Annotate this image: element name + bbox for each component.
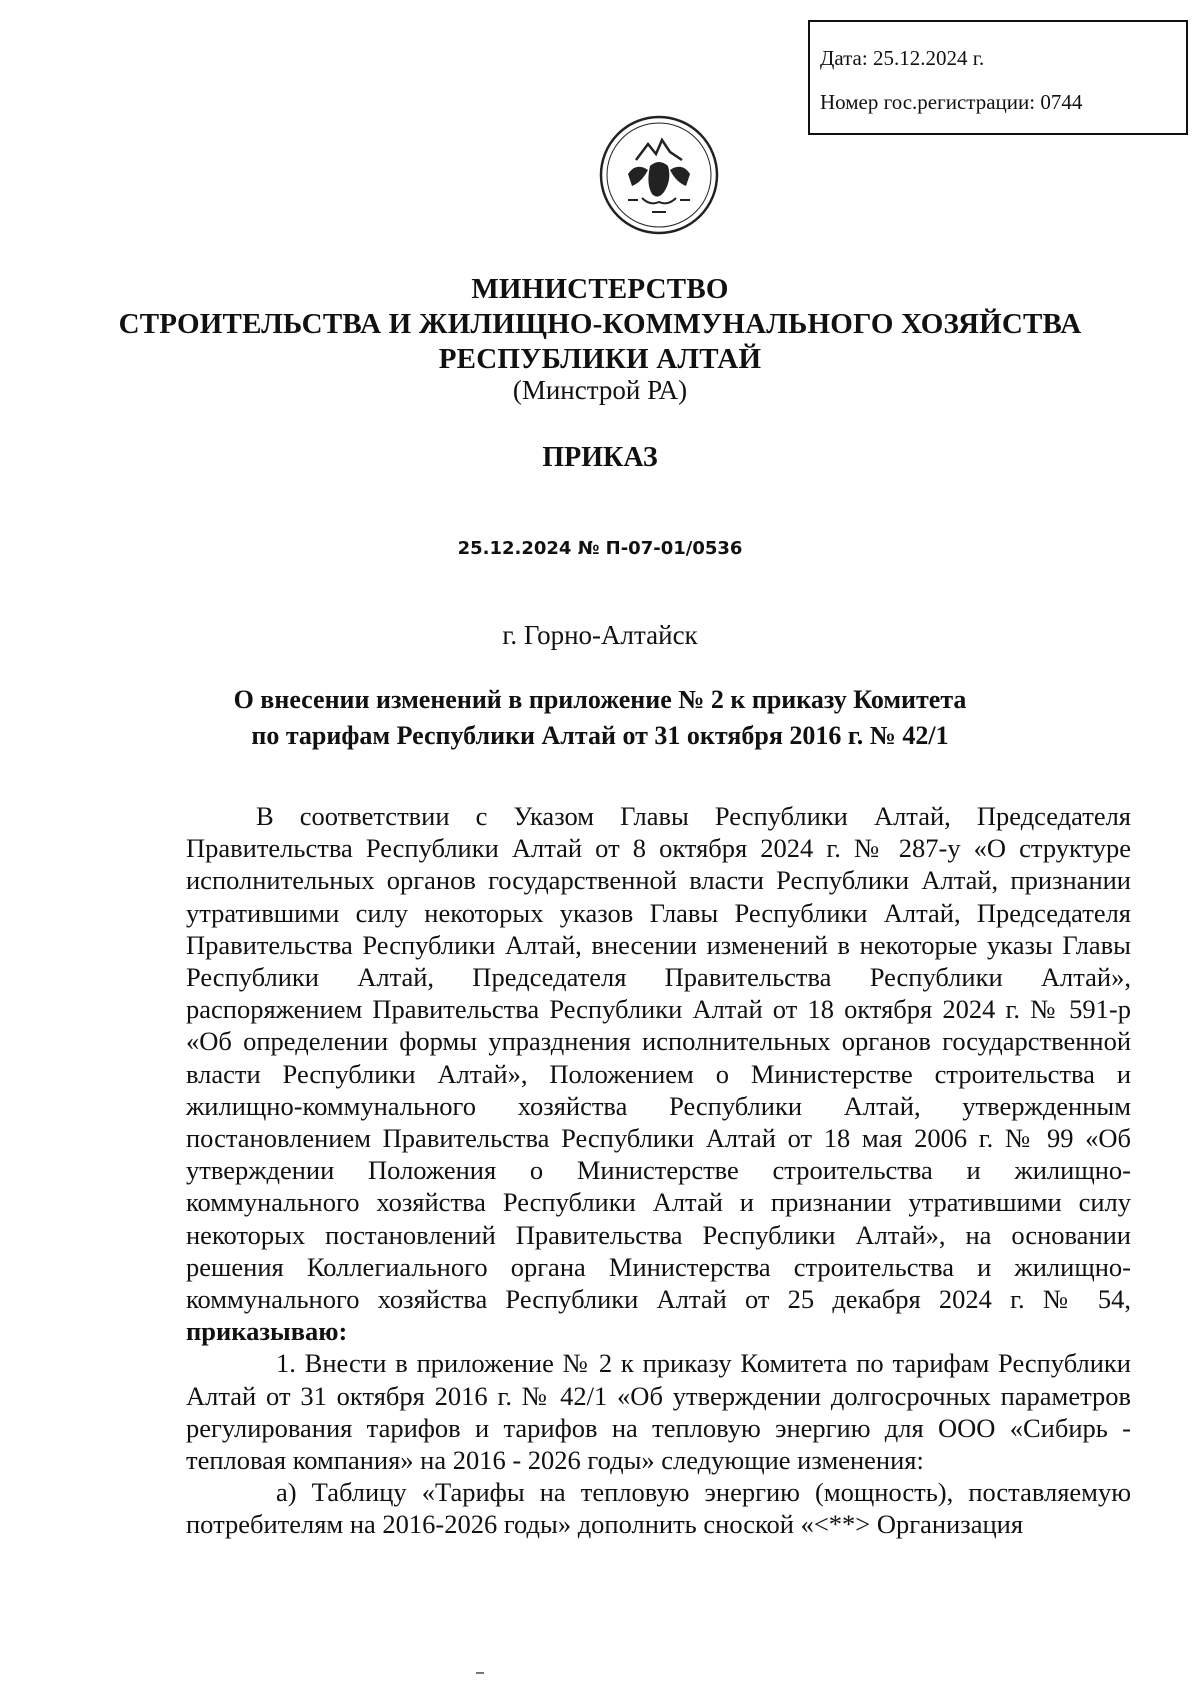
order-city: г. Горно-Алтайск — [502, 620, 698, 650]
preamble-text: В соответствии с Указом Главы Республики Алтай, Председателя Правительства Республики Алтай от 8 октября 2024 г. № 287-у «О структуре исполнительных органов государственной власти Республики Алтай, признании утратившими силу некоторых указов Главы Республики Алтай, Председателя Правительства Республики Алтай, внесении изменений в некоторые указы Главы Республики Алтай, Председателя Правительства Республики Алтай», распоряжением Правительства Республики Алтай от 18 октября 2024 г. № 591-р «Об определении формы упразднения исполнительных органов государственной власти Республики Алтай», Положением о Министерстве строительства и жилищно-коммунального хозяйства Республики Алтай, утвержденным постановлением Правительства Республики Алтай от 18 мая 2006 г. № 99 «Об утверждении Положения о Министерстве строительства и жилищно-коммунального хозяйства Республики Алтай и признании утратившими силу некоторых постановлений Правительства Республики Алтай», на основании решения Коллегиального органа Министерства строительства и жилищно-коммунального хозяйства Республики Алтай от 25 декабря 2024 г. № 54, — [186, 801, 1131, 1315]
subject-line-2: по тарифам Республики Алтай от 31 октября 2016 г. № 42/1 — [251, 721, 949, 750]
ministry-line-3: РЕСПУБЛИКИ АЛТАЙ — [438, 343, 762, 375]
page-mark — [476, 1672, 484, 1674]
registration-stamp — [808, 20, 1188, 135]
preamble-paragraph — [186, 800, 1131, 1347]
order-body — [186, 800, 1131, 1541]
ministry-name — [0, 272, 1200, 377]
item-1-paragraph: 1. Внести в приложение № 2 к приказу Комитета по тарифам Республики Алтай от 31 октября 2016 г. № 42/1 «Об утверждении долгосрочных параметров регулирования тарифов и тарифов на тепловую энергию для ООО «Сибирь - тепловая компания» на 2016 - 2026 годы» следующие изменения: — [186, 1348, 1131, 1476]
registration-number-label: Номер гос.регистрации: — [820, 90, 1036, 114]
order-word: приказываю: — [186, 1316, 348, 1347]
registration-date-label: Дата: — [820, 46, 868, 70]
ministry-line-1: МИНИСТЕРСТВО — [471, 273, 729, 305]
ministry-short-name: (Минстрой РА) — [512, 375, 688, 405]
subject-line-1: О внесении изменений в приложение № 2 к приказу Комитета — [233, 685, 967, 714]
registration-number — [820, 80, 1186, 124]
coat-of-arms-icon — [598, 114, 720, 236]
item-a-paragraph: а) Таблицу «Тарифы на тепловую энергию (мощность), поставляемую потребителям на 2016-2026 годы» дополнить сноской «<**> Организация — [186, 1477, 1131, 1540]
order-number: 25.12.2024 № П-07-01/0536 — [457, 538, 743, 559]
order-subject — [0, 682, 1200, 754]
ministry-line-2: СТРОИТЕЛЬСТВА И ЖИЛИЩНО-КОММУНАЛЬНОГО ХОЗЯЙСТВА — [118, 308, 1082, 340]
registration-date-value: 25.12.2024 г. — [872, 46, 985, 70]
order-title: ПРИКАЗ — [542, 442, 658, 473]
registration-number-value: 0744 — [1040, 90, 1083, 114]
registration-date — [820, 36, 1186, 80]
